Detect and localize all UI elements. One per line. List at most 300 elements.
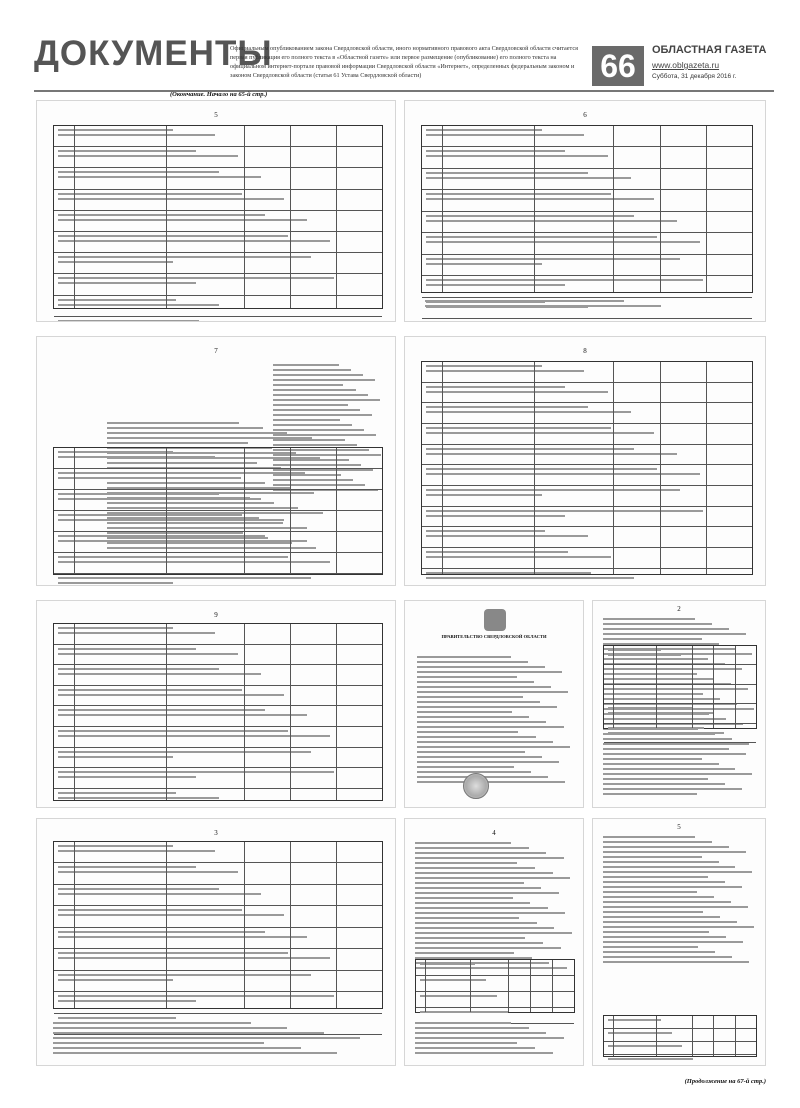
scan-text-line xyxy=(603,846,729,848)
scan-text-line xyxy=(415,862,517,864)
scan-table-row xyxy=(604,1058,756,1066)
scan-text-line xyxy=(603,931,709,933)
scan-table xyxy=(421,361,753,575)
scan-text-line xyxy=(417,696,523,698)
scan-text-line xyxy=(603,881,725,883)
scan-text-line xyxy=(415,882,524,884)
scan-text-line xyxy=(58,931,265,933)
scan-text-line xyxy=(426,370,584,372)
scan-text-line xyxy=(415,892,559,894)
scan-table-column-rule xyxy=(656,646,657,728)
publication-note: Официальным опубликованием закона Свердловской области, иного нормативного правового акта Свердловской области считается первая публикация его полного текста в «Областной газете» или первое размещение (опубликование) его полного текста на официальном интернет-портале правовой информации Свердловской области «Интернет», определенных федеральным законом и законом Свердловской области (статья 61 Устава Свердловской области) xyxy=(230,45,578,79)
scan-text-line xyxy=(415,1032,546,1034)
scan-text-line xyxy=(415,1042,517,1044)
scan-text-line xyxy=(426,489,680,491)
scan-text-line xyxy=(58,451,173,453)
scan-text-line xyxy=(603,886,742,888)
scan-text-line xyxy=(603,911,703,913)
scan-table xyxy=(421,125,753,293)
scan-text-line xyxy=(58,282,196,284)
scan-table-row xyxy=(54,256,382,274)
scan-text-line xyxy=(426,386,565,388)
scan-text-line xyxy=(58,219,307,221)
scan-table-row xyxy=(54,909,382,927)
scan-text-line xyxy=(58,893,261,895)
scan-text-line xyxy=(603,633,746,635)
scan-table-row xyxy=(54,235,382,253)
scan-text-line xyxy=(58,850,215,852)
page-number-badge: 66 xyxy=(592,46,644,86)
scan-text-line xyxy=(417,761,559,763)
scan-text-line xyxy=(273,384,343,386)
scan-text-line xyxy=(603,763,719,765)
scan-text-line xyxy=(426,172,588,174)
scan-text-line xyxy=(273,364,339,366)
scan-table-row xyxy=(422,236,752,254)
scan-text-line xyxy=(603,788,742,790)
scan-text-line xyxy=(273,399,380,401)
scan-text-line xyxy=(417,656,511,658)
scan-table-row xyxy=(422,427,752,445)
scan-text-line xyxy=(53,1022,251,1024)
scan-text-line xyxy=(415,872,553,874)
scan-text-line xyxy=(417,731,518,733)
scan-text-line xyxy=(415,877,570,879)
scan-table-row xyxy=(54,514,382,532)
scan-text-line xyxy=(58,320,199,322)
scan-table-column-rule xyxy=(290,624,291,800)
scan-table-column-rule xyxy=(290,842,291,1008)
scan-text-line xyxy=(426,236,657,238)
scan-text-line xyxy=(417,736,536,738)
scan-text-line xyxy=(58,995,334,997)
scan-text-line xyxy=(608,1045,682,1047)
scan-table-column-rule xyxy=(442,362,443,574)
scan-text-line xyxy=(426,220,677,222)
scan-text-line xyxy=(603,951,715,953)
scan-text-line xyxy=(58,648,196,650)
scan-text-line xyxy=(603,896,714,898)
scan-table-row xyxy=(416,979,574,992)
scan-text-line xyxy=(603,623,712,625)
scan-text-line xyxy=(426,556,611,558)
scan-text-line xyxy=(58,519,284,521)
scan-text-line xyxy=(426,551,568,553)
scan-text-line xyxy=(417,681,534,683)
scan-table-column-rule xyxy=(706,126,707,292)
scan-table-row xyxy=(54,472,382,490)
scan-text-line xyxy=(426,365,542,367)
scan-table-row xyxy=(54,493,382,511)
scan-text-line xyxy=(58,299,176,301)
scan-text-line xyxy=(426,134,584,136)
scan-text-line xyxy=(58,456,215,458)
scan-text-line xyxy=(415,1047,535,1049)
scan-text-line xyxy=(415,907,548,909)
scan-text-line xyxy=(420,979,486,981)
scan-table-column-rule xyxy=(713,1016,714,1056)
scan-text-line xyxy=(608,712,713,714)
scan-table-column-rule xyxy=(290,126,291,308)
scan-text-line xyxy=(426,577,634,579)
scan-text-line xyxy=(58,540,307,542)
scan-table-column-rule xyxy=(336,842,337,1008)
scan-table-row xyxy=(54,730,382,748)
scan-text-line xyxy=(58,627,173,629)
scan-text-line xyxy=(58,632,215,634)
scan-table-column-rule xyxy=(508,960,509,1012)
scan-text-line xyxy=(603,891,697,893)
scan-text-line xyxy=(603,778,708,780)
scan-text-line xyxy=(603,871,752,873)
scan-text-line xyxy=(58,261,173,263)
scan-text-line xyxy=(603,936,726,938)
scan-table-column-rule xyxy=(735,646,736,728)
scan-page-number: 9 xyxy=(214,611,218,619)
scan-text-line xyxy=(58,751,311,753)
scan-table-row xyxy=(54,193,382,211)
scan-text-line xyxy=(417,721,546,723)
scan-table-row xyxy=(54,320,382,322)
scan-table-column-rule xyxy=(74,624,75,800)
scan-text-line xyxy=(273,379,375,381)
scan-table-row xyxy=(422,386,752,404)
scan-table-row xyxy=(422,150,752,168)
scan-text-line xyxy=(58,689,242,691)
scan-text-line xyxy=(417,671,562,673)
scan-table-row xyxy=(604,1019,756,1029)
scan-text-line xyxy=(58,952,288,954)
scan-text-line xyxy=(58,771,334,773)
scan-table-row xyxy=(54,866,382,884)
scan-table-row xyxy=(54,556,382,574)
scan-text-line xyxy=(415,867,535,869)
scan-text-line xyxy=(426,198,654,200)
scan-table-row xyxy=(422,129,752,147)
scan-text-line xyxy=(417,756,542,758)
scan-text-line xyxy=(58,797,219,799)
scan-table-row xyxy=(422,365,752,383)
scan-text-line xyxy=(417,766,514,768)
scan-text-line xyxy=(425,305,661,307)
scan-text-line xyxy=(608,649,661,651)
scan-text-line xyxy=(53,1052,337,1054)
scan-text-line xyxy=(58,792,176,794)
scan-text-line xyxy=(415,857,564,859)
scan-table-row xyxy=(604,1045,756,1055)
scan-body-text xyxy=(415,839,575,972)
scan-text-line xyxy=(603,618,695,620)
scan-table-row xyxy=(604,668,756,684)
scan-text-line xyxy=(608,688,682,690)
scan-table-column-rule xyxy=(166,448,167,574)
continuation-to: (Продолжение на 67-й стр.) xyxy=(684,1078,766,1085)
scan-text-line xyxy=(603,738,695,740)
scan-table-row xyxy=(416,963,574,976)
scan-table-column-rule xyxy=(442,126,443,292)
scanned-page-5-table xyxy=(36,100,396,322)
scan-section-text xyxy=(53,1019,383,1057)
scan-text-line xyxy=(58,535,265,537)
scan-text-line xyxy=(420,995,497,997)
scan-text-line xyxy=(415,1052,553,1054)
scan-table-column-rule xyxy=(552,960,553,1012)
scan-text-line xyxy=(58,936,307,938)
scan-text-line xyxy=(603,876,708,878)
scan-text-line xyxy=(608,1032,672,1034)
scan-text-line xyxy=(426,515,565,517)
scan-text-line xyxy=(107,432,287,434)
scan-text-line xyxy=(426,391,608,393)
scan-text-line xyxy=(420,1011,508,1013)
scan-table-row xyxy=(422,215,752,233)
header-rule xyxy=(34,90,774,92)
scan-text-line xyxy=(273,394,368,396)
scan-text-line xyxy=(603,901,731,903)
scan-text-line xyxy=(426,263,542,265)
scan-text-line xyxy=(58,304,219,306)
scan-table-row xyxy=(604,688,756,704)
scan-table-row xyxy=(422,572,752,586)
scan-text-line xyxy=(417,701,540,703)
scan-text-line xyxy=(603,748,729,750)
scan-table-column-rule xyxy=(660,126,661,292)
scan-table-row xyxy=(422,406,752,424)
scan-table-column-rule xyxy=(613,1016,614,1056)
scan-table-row xyxy=(422,193,752,211)
scan-table-column-rule xyxy=(166,624,167,800)
scan-text-line xyxy=(415,942,543,944)
scan-text-line xyxy=(415,1037,564,1039)
scan-table-row xyxy=(604,1032,756,1042)
scan-table-column-rule xyxy=(74,448,75,574)
scan-table-row xyxy=(54,952,382,970)
scan-text-line xyxy=(417,706,557,708)
scan-text-line xyxy=(608,1058,693,1060)
masthead xyxy=(0,0,800,92)
scan-text-line xyxy=(608,654,681,656)
scan-text-line xyxy=(273,414,372,416)
scan-text-line xyxy=(415,937,525,939)
scan-table xyxy=(53,447,383,575)
scan-text-line xyxy=(415,897,513,899)
scan-text-line xyxy=(58,235,288,237)
scan-table-column-rule xyxy=(534,126,535,292)
scan-text-line xyxy=(58,134,215,136)
scan-text-line xyxy=(107,422,239,424)
scan-text-line xyxy=(426,411,631,413)
scan-table xyxy=(603,1015,757,1057)
scan-table xyxy=(53,125,383,309)
scan-page-number: 5 xyxy=(677,823,681,831)
scan-text-line xyxy=(417,751,525,753)
scan-text-line xyxy=(603,638,702,640)
scan-text-line xyxy=(58,277,334,279)
scan-text-line xyxy=(603,861,719,863)
scan-text-line xyxy=(426,215,634,217)
scan-text-line xyxy=(426,468,657,470)
scan-text-line xyxy=(426,193,611,195)
scan-text-line xyxy=(417,741,553,743)
scan-text-line xyxy=(273,404,348,406)
scan-table-column-rule xyxy=(290,448,291,574)
scan-table-row xyxy=(54,451,382,469)
scan-table-row xyxy=(54,995,382,1013)
scan-table-column-rule xyxy=(336,126,337,308)
scan-text-line xyxy=(603,753,746,755)
scan-text-line xyxy=(58,129,173,131)
scan-table-row xyxy=(422,510,752,528)
issue-date: Суббота, 31 декабря 2016 г. xyxy=(652,73,737,80)
scan-table-row xyxy=(422,489,752,507)
scan-text-line xyxy=(608,707,693,709)
scan-table-column-rule xyxy=(692,646,693,728)
scan-table-column-rule xyxy=(706,362,707,574)
scan-text-line xyxy=(417,716,529,718)
scan-page-number: 6 xyxy=(583,111,587,119)
scanned-resolution-page xyxy=(404,600,584,808)
newspaper-name: ОБЛАСТНАЯ ГАЗЕТА xyxy=(652,44,767,56)
scan-table-row xyxy=(54,709,382,727)
scanned-page-8-table xyxy=(404,336,766,586)
scan-text-line xyxy=(273,389,356,391)
scan-table-row xyxy=(54,888,382,906)
scan-text-line xyxy=(58,709,265,711)
scan-text-line xyxy=(603,956,732,958)
scanned-page-7-table xyxy=(36,336,396,586)
scan-text-line xyxy=(58,556,288,558)
scan-text-line xyxy=(107,437,312,439)
scan-text-line xyxy=(107,427,263,429)
scan-table-column-rule xyxy=(692,1016,693,1056)
scan-table xyxy=(53,841,383,1009)
scan-text-line xyxy=(415,902,530,904)
scan-text-line xyxy=(58,150,196,152)
scan-text-line xyxy=(58,668,219,670)
scan-text-line xyxy=(58,198,284,200)
scan-table xyxy=(53,623,383,801)
scanned-program-page-2 xyxy=(592,600,766,808)
scan-text-line xyxy=(603,793,697,795)
scan-table-row xyxy=(54,931,382,949)
scan-text-line xyxy=(603,773,752,775)
scan-text-line xyxy=(603,921,737,923)
scan-text-line xyxy=(417,781,565,783)
scan-table-row xyxy=(54,129,382,147)
scan-text-line xyxy=(58,193,242,195)
scan-text-line xyxy=(58,756,173,758)
scan-page-number: 5 xyxy=(214,111,218,119)
scan-text-line xyxy=(417,686,551,688)
scan-text-line xyxy=(426,258,680,260)
scan-text-line xyxy=(415,887,541,889)
scan-text-line xyxy=(603,758,702,760)
scan-text-line xyxy=(426,177,631,179)
scan-text-line xyxy=(58,673,261,675)
official-seal-icon xyxy=(463,773,489,799)
scan-table-column-rule xyxy=(74,842,75,1008)
scan-text-line xyxy=(608,1019,661,1021)
coat-of-arms-icon xyxy=(484,609,506,631)
scan-text-line xyxy=(603,841,712,843)
scan-text-line xyxy=(58,498,261,500)
scan-text-line xyxy=(58,171,219,173)
scan-text-line xyxy=(417,666,545,668)
scan-text-line xyxy=(420,963,475,965)
scan-table xyxy=(415,959,575,1013)
scan-text-line xyxy=(58,582,173,584)
scan-table-column-rule xyxy=(530,960,531,1012)
scan-table-column-rule xyxy=(660,362,661,574)
scan-text-line xyxy=(58,472,196,474)
scan-text-line xyxy=(426,284,565,286)
scan-table-column-rule xyxy=(613,126,614,292)
scan-footnote xyxy=(421,297,753,311)
scan-table-row xyxy=(54,668,382,686)
scan-text-line xyxy=(425,300,624,302)
scan-text-line xyxy=(58,909,242,911)
scan-table-row xyxy=(422,279,752,297)
scan-text-line xyxy=(608,668,672,670)
scan-table-row xyxy=(54,689,382,707)
scan-text-line xyxy=(603,941,743,943)
scan-text-line xyxy=(426,510,703,512)
scanned-page-9-table xyxy=(36,600,396,808)
scan-table-column-rule xyxy=(534,362,535,574)
scanned-program-page-3 xyxy=(36,818,396,1066)
scan-table-column-rule xyxy=(244,126,245,308)
scan-table-row xyxy=(422,258,752,276)
scan-text-line xyxy=(426,150,565,152)
scan-text-line xyxy=(603,866,735,868)
scan-text-line xyxy=(603,768,735,770)
scan-text-line xyxy=(58,866,196,868)
section-title: ДОКУМЕНТЫ xyxy=(34,34,273,73)
scan-table-row xyxy=(54,535,382,553)
scan-text-line xyxy=(426,530,545,532)
website-link[interactable]: www.oblgazeta.ru xyxy=(652,60,720,70)
scan-text-line xyxy=(426,155,608,157)
scan-text-line xyxy=(603,926,754,928)
scan-table-row xyxy=(422,468,752,486)
scan-text-line xyxy=(415,922,537,924)
scan-text-line xyxy=(426,494,542,496)
scan-text-line xyxy=(417,746,570,748)
scan-text-line xyxy=(417,676,517,678)
scan-text-line xyxy=(58,845,173,847)
scan-text-line xyxy=(417,691,568,693)
scan-body-text xyxy=(415,1019,575,1057)
scan-table-row xyxy=(422,172,752,190)
scan-page-number: 7 xyxy=(214,347,218,355)
scan-text-line xyxy=(608,732,724,734)
scan-table-row xyxy=(54,771,382,789)
scan-text-line xyxy=(415,1027,529,1029)
scan-text-line xyxy=(426,535,588,537)
scan-table-row xyxy=(422,551,752,569)
scanned-page-6-table xyxy=(404,100,766,322)
scan-table-row xyxy=(604,649,756,665)
scan-text-line xyxy=(603,961,749,963)
scanned-program-page-5 xyxy=(592,818,766,1066)
scan-text-line xyxy=(273,409,360,411)
scan-table-row xyxy=(422,448,752,466)
scan-text-line xyxy=(53,1027,287,1029)
scan-text-line xyxy=(603,856,702,858)
scan-table-row xyxy=(54,150,382,168)
scan-text-line xyxy=(603,906,748,908)
scan-text-line xyxy=(426,448,634,450)
